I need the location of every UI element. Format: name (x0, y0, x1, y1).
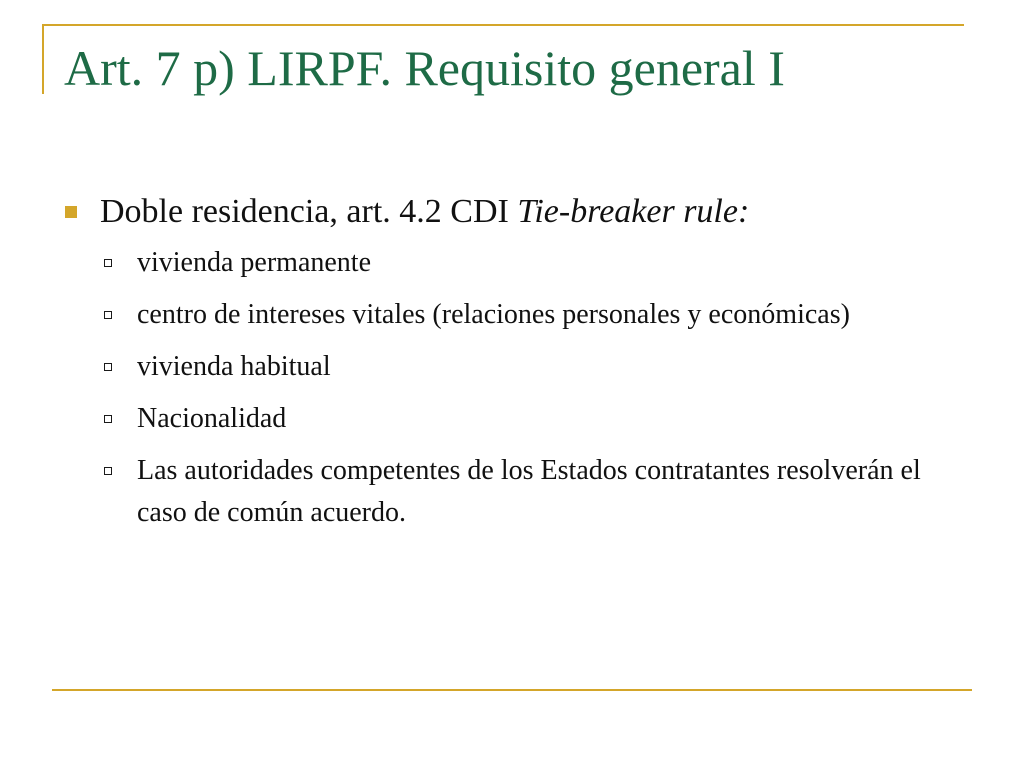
hollow-square-bullet-icon (104, 415, 112, 423)
sub-bullet-item (64, 242, 964, 284)
slide-body (64, 192, 964, 544)
hollow-square-bullet-icon (104, 467, 112, 475)
bullet-text: Doble residencia, art. 4.2 CDI (100, 193, 518, 230)
bottom-border-line (52, 689, 972, 691)
sub-bullet-text: Nacionalidad (137, 403, 287, 434)
bullet-emphasis: Tie-breaker rule: (517, 193, 750, 230)
sub-bullet-list (64, 242, 964, 534)
slide-title: Art. 7 p) LIRPF. Requisito general I (64, 40, 785, 96)
bullet-item (64, 192, 964, 232)
sub-bullet-item (64, 398, 964, 440)
sub-bullet-text: centro de intereses vitales (relaciones personales y económicas) (137, 299, 850, 330)
left-border-line (42, 24, 44, 94)
hollow-square-bullet-icon (104, 363, 112, 371)
hollow-square-bullet-icon (104, 311, 112, 319)
hollow-square-bullet-icon (104, 259, 112, 267)
sub-bullet-item (64, 294, 964, 336)
sub-bullet-text: vivienda permanente (137, 247, 372, 278)
sub-bullet-text: vivienda habitual (137, 351, 331, 382)
sub-bullet-item (64, 346, 964, 388)
sub-bullet-text: Las autoridades competentes de los Estados contratantes resolverán el caso de común acuerdo. (137, 455, 921, 528)
square-bullet-icon (65, 206, 77, 218)
sub-bullet-item (64, 450, 964, 534)
top-border-line (42, 24, 964, 26)
